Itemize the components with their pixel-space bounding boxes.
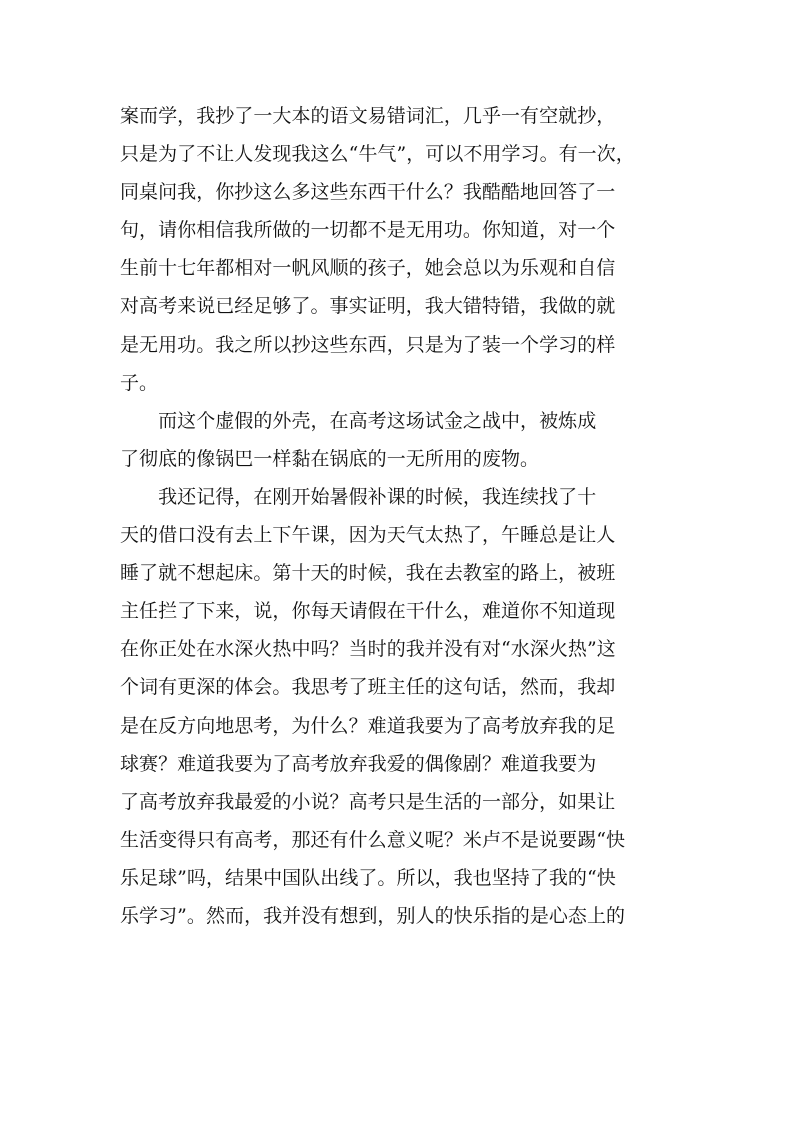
body-text: [120, 97, 676, 935]
text-line: 只是为了不让人发现我这么“牛气”，可以不用学习。有一次，: [120, 143, 635, 166]
text-line: 同桌问我，你抄这么多这些东西干什么？我酷酷地回答了一: [120, 181, 616, 204]
text-line: 我还记得，在刚开始暑假补课的时候，我连续找了十: [120, 485, 597, 508]
text-line: 了高考放弃我最爱的小说？高考只是生活的一部分，如果让: [120, 790, 616, 813]
text-line: 了彻底的像锅巴一样黏在锅底的一无所用的废物。: [120, 447, 540, 470]
text-line: 天的借口没有去上下午课，因为天气太热了，午睡总是让人: [120, 524, 616, 547]
text-line: 是在反方向地思考，为什么？难道我要为了高考放弃我的足: [120, 714, 616, 737]
text-line: 子。: [120, 371, 159, 394]
text-line: 乐学习”。然而，我并没有想到，别人的快乐指的是心态上的: [120, 904, 626, 927]
text-line: 是无用功。我之所以抄这些东西，只是为了装一个学习的样: [120, 333, 616, 356]
text-line: 乐足球”吗，结果中国队出线了。所以，我也坚持了我的“快: [120, 866, 616, 889]
text-line: 而这个虚假的外壳，在高考这场试金之战中，被炼成: [120, 409, 597, 432]
text-line: 在你正处在水深火热中吗？当时的我并没有对“水深火热”这: [120, 638, 616, 661]
text-line: 个词有更深的体会。我思考了班主任的这句话，然而，我却: [120, 676, 616, 699]
text-line: 生活变得只有高考，那还有什么意义呢？米卢不是说要踢“快: [120, 828, 626, 851]
text-line: 主任拦了下来，说，你每天请假在干什么，难道你不知道现: [120, 600, 616, 623]
text-line: 案而学，我抄了一大本的语文易错词汇，几乎一有空就抄，: [120, 105, 616, 127]
text-line: 句，请你相信我所做的一切都不是无用功。你知道，对一个: [120, 219, 616, 242]
text-line: 球赛？难道我要为了高考放弃我爱的偶像剧？难道我要为: [120, 752, 597, 775]
text-line: 生前十七年都相对一帆风顺的孩子，她会总以为乐观和自信: [120, 257, 616, 280]
text-line: 睡了就不想起床。第十天的时候，我在去教室的路上，被班: [120, 562, 616, 585]
text-line: 对高考来说已经足够了。事实证明，我大错特错，我做的就: [120, 295, 616, 318]
